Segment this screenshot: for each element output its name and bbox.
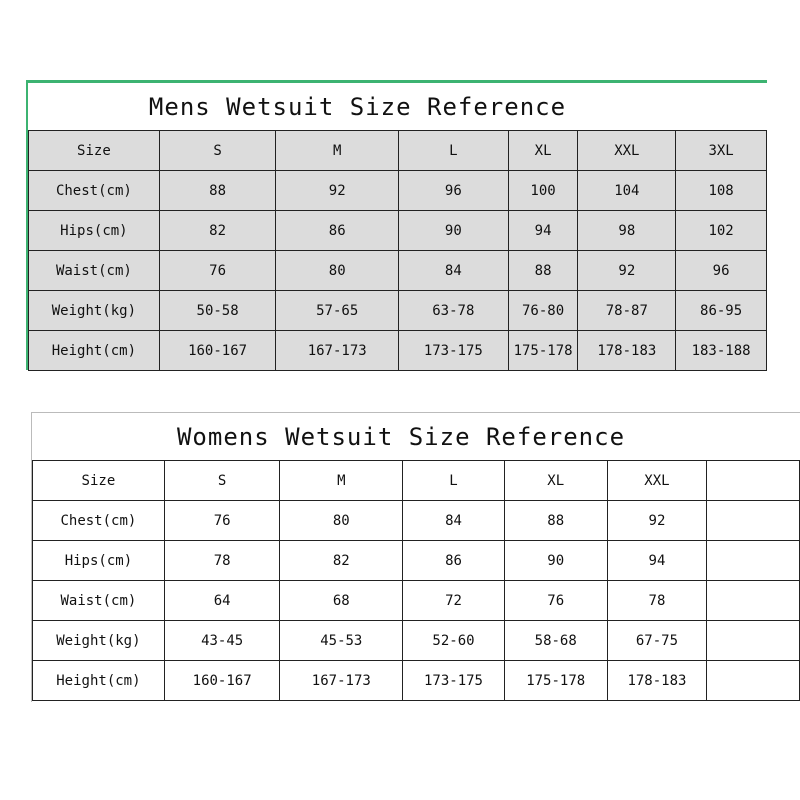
mens-table-cell: 100: [508, 171, 578, 211]
mens-table-cell: 160-167: [159, 331, 276, 371]
mens-table-cell: 86-95: [676, 291, 767, 331]
womens-table-cell: 76: [164, 501, 280, 541]
mens-row-label: Waist(cm): [29, 251, 160, 291]
mens-table-cell: 96: [399, 171, 509, 211]
mens-row-label: Chest(cm): [29, 171, 160, 211]
womens-table-row: [33, 541, 800, 581]
mens-size-header: XXL: [578, 131, 676, 171]
womens-table-cell: 178-183: [607, 661, 707, 701]
womens-table-cell: 58-68: [504, 621, 607, 661]
womens-table-cell: 94: [607, 541, 707, 581]
womens-table-cell: 45-53: [280, 621, 403, 661]
mens-table-cell: 92: [276, 171, 399, 211]
womens-table-cell: 68: [280, 581, 403, 621]
womens-row-label: Hips(cm): [33, 541, 165, 581]
womens-size-header: XXL: [607, 461, 707, 501]
mens-table-cell: 76-80: [508, 291, 578, 331]
mens-table-cell: 98: [578, 211, 676, 251]
mens-table-row: [29, 291, 767, 331]
womens-table-cell: 167-173: [280, 661, 403, 701]
womens-table-cell: 92: [607, 501, 707, 541]
womens-table-cell: [707, 661, 800, 701]
womens-row-label: Height(cm): [33, 661, 165, 701]
mens-table-cell: 183-188: [676, 331, 767, 371]
womens-table-row: [33, 621, 800, 661]
mens-table-cell: 102: [676, 211, 767, 251]
womens-table-cell: 72: [403, 581, 505, 621]
mens-table-cell: 88: [159, 171, 276, 211]
mens-table-cell: 108: [676, 171, 767, 211]
mens-table-cell: 80: [276, 251, 399, 291]
mens-row-label: Size: [29, 131, 160, 171]
mens-table-cell: 167-173: [276, 331, 399, 371]
womens-header-row: [33, 461, 800, 501]
mens-table-cell: 84: [399, 251, 509, 291]
mens-size-table: [28, 130, 767, 371]
mens-table-row: [29, 251, 767, 291]
womens-table-cell: 76: [504, 581, 607, 621]
womens-table-row: [33, 661, 800, 701]
mens-table-cell: 92: [578, 251, 676, 291]
mens-table-cell: 78-87: [578, 291, 676, 331]
mens-table-cell: 90: [399, 211, 509, 251]
mens-table-row: [29, 171, 767, 211]
womens-table-row: [33, 581, 800, 621]
womens-table-cell: 78: [607, 581, 707, 621]
mens-table-cell: 86: [276, 211, 399, 251]
mens-table-row: [29, 331, 767, 371]
womens-table-cell: 160-167: [164, 661, 280, 701]
mens-size-header: M: [276, 131, 399, 171]
mens-size-header: XL: [508, 131, 578, 171]
womens-size-header: S: [164, 461, 280, 501]
womens-table-cell: [707, 501, 800, 541]
womens-table-cell: 175-178: [504, 661, 607, 701]
womens-table-cell: 52-60: [403, 621, 505, 661]
womens-table-cell: 43-45: [164, 621, 280, 661]
mens-size-header: 3XL: [676, 131, 767, 171]
womens-size-header: XL: [504, 461, 607, 501]
womens-size-header: L: [403, 461, 505, 501]
mens-header-row: [29, 131, 767, 171]
womens-table-cell: 88: [504, 501, 607, 541]
womens-table-cell: 84: [403, 501, 505, 541]
womens-table-cell: 78: [164, 541, 280, 581]
mens-table-cell: 50-58: [159, 291, 276, 331]
womens-size-header: M: [280, 461, 403, 501]
mens-table-cell: 63-78: [399, 291, 509, 331]
womens-table-cell: [707, 541, 800, 581]
mens-table-cell: 88: [508, 251, 578, 291]
womens-row-label: Size: [33, 461, 165, 501]
mens-table-cell: 94: [508, 211, 578, 251]
mens-table-cell: 96: [676, 251, 767, 291]
womens-table-cell: 173-175: [403, 661, 505, 701]
mens-table-cell: 57-65: [276, 291, 399, 331]
womens-table-cell: 86: [403, 541, 505, 581]
mens-size-header: S: [159, 131, 276, 171]
womens-size-chart: [31, 412, 800, 702]
womens-table-cell: 82: [280, 541, 403, 581]
womens-size-header: [707, 461, 800, 501]
womens-table-cell: [707, 621, 800, 661]
womens-table-cell: 80: [280, 501, 403, 541]
womens-table-row: [33, 501, 800, 541]
mens-size-chart: [26, 80, 767, 370]
womens-table-cell: 64: [164, 581, 280, 621]
womens-table-cell: 90: [504, 541, 607, 581]
womens-table-cell: [707, 581, 800, 621]
mens-table-cell: 104: [578, 171, 676, 211]
mens-table-cell: 175-178: [508, 331, 578, 371]
womens-row-label: Weight(kg): [33, 621, 165, 661]
mens-row-label: Hips(cm): [29, 211, 160, 251]
womens-row-label: Waist(cm): [33, 581, 165, 621]
mens-table-cell: 76: [159, 251, 276, 291]
womens-row-label: Chest(cm): [33, 501, 165, 541]
mens-size-header: L: [399, 131, 509, 171]
mens-table-cell: 82: [159, 211, 276, 251]
mens-table-cell: 178-183: [578, 331, 676, 371]
mens-table-cell: 173-175: [399, 331, 509, 371]
womens-size-table: [32, 460, 800, 701]
womens-table-cell: 67-75: [607, 621, 707, 661]
mens-row-label: Height(cm): [29, 331, 160, 371]
mens-table-row: [29, 211, 767, 251]
mens-row-label: Weight(kg): [29, 291, 160, 331]
mens-chart-title: Mens Wetsuit Size Reference: [28, 83, 767, 130]
womens-chart-title: Womens Wetsuit Size Reference: [32, 413, 800, 460]
